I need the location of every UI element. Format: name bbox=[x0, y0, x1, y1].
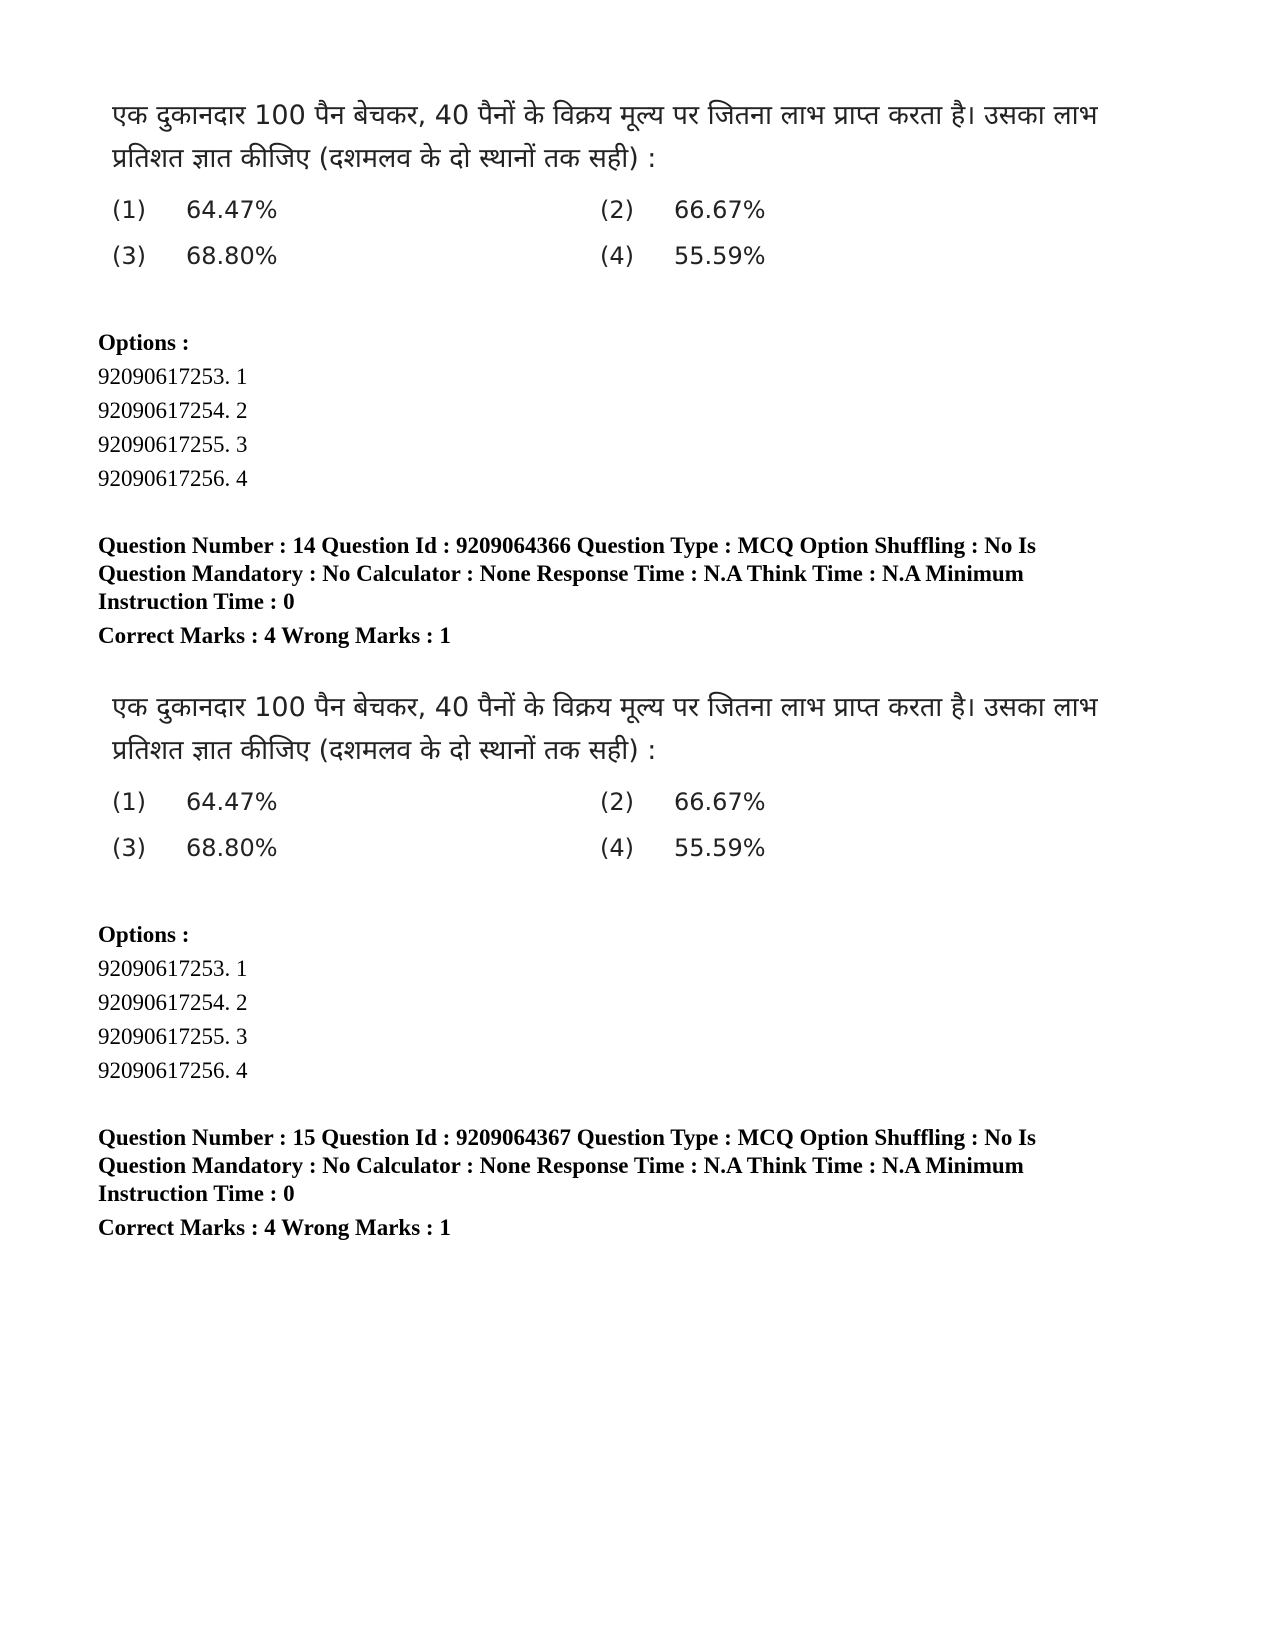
choice-number: (4) bbox=[600, 834, 634, 862]
choice-value: 55.59% bbox=[674, 242, 766, 270]
question-meta bbox=[98, 1124, 1178, 1242]
option-id-line: 92090617253. 1 bbox=[98, 364, 248, 389]
option-id-line: 92090617253. 1 bbox=[98, 956, 248, 981]
options-label: Options : bbox=[98, 922, 190, 947]
question-marks: Correct Marks : 4 Wrong Marks : 1 bbox=[98, 623, 451, 648]
choice-number: (1) bbox=[112, 196, 146, 224]
choice-value: 68.80% bbox=[186, 834, 278, 862]
question-meta-text: Question Number : 15 Question Id : 9209064367 Question Type : MCQ Option Shuffling : No Is Question Mandatory : No Calculator : None Response Time : N.A Think Time : N.A Minimum Instruction Time : 0 bbox=[98, 1125, 1037, 1206]
choice-value: 64.47% bbox=[186, 788, 278, 816]
answer-choice bbox=[600, 236, 766, 276]
options-list bbox=[98, 326, 1178, 496]
question-image bbox=[112, 686, 1112, 882]
answer-choice bbox=[112, 828, 278, 868]
choice-number: (1) bbox=[112, 788, 146, 816]
option-id-line: 92090617256. 4 bbox=[98, 1058, 248, 1083]
question-meta bbox=[98, 532, 1178, 650]
option-id-line: 92090617254. 2 bbox=[98, 398, 248, 423]
choice-value: 55.59% bbox=[674, 834, 766, 862]
choice-number: (3) bbox=[112, 834, 146, 862]
option-id-line: 92090617256. 4 bbox=[98, 466, 248, 491]
question-meta-text: Question Number : 14 Question Id : 9209064366 Question Type : MCQ Option Shuffling : No Is Question Mandatory : No Calculator : None Response Time : N.A Think Time : N.A Minimum Instruction Time : 0 bbox=[98, 533, 1037, 614]
choice-number: (3) bbox=[112, 242, 146, 270]
question-image bbox=[112, 94, 1112, 290]
answer-choices bbox=[112, 190, 1112, 290]
choice-value: 64.47% bbox=[186, 196, 278, 224]
answer-choice bbox=[600, 190, 766, 230]
question-text: एक दुकानदार 100 पैन बेचकर, 40 पैनों के विक्रय मूल्य पर जितना लाभ प्राप्त करता है। उसका लाभ प्रतिशत ज्ञात कीजिए (दशमलव के दो स्थानों तक सही) : bbox=[112, 100, 1098, 174]
options-label: Options : bbox=[98, 330, 190, 355]
choice-value: 68.80% bbox=[186, 242, 278, 270]
answer-choices bbox=[112, 782, 1112, 882]
answer-choice bbox=[112, 236, 278, 276]
question-marks: Correct Marks : 4 Wrong Marks : 1 bbox=[98, 1215, 451, 1240]
answer-choice bbox=[600, 828, 766, 868]
option-id-line: 92090617255. 3 bbox=[98, 432, 248, 457]
choice-number: (2) bbox=[600, 788, 634, 816]
option-id-line: 92090617254. 2 bbox=[98, 990, 248, 1015]
question-text: एक दुकानदार 100 पैन बेचकर, 40 पैनों के विक्रय मूल्य पर जितना लाभ प्राप्त करता है। उसका लाभ प्रतिशत ज्ञात कीजिए (दशमलव के दो स्थानों तक सही) : bbox=[112, 692, 1098, 766]
options-list bbox=[98, 918, 1178, 1088]
choice-number: (4) bbox=[600, 242, 634, 270]
answer-choice bbox=[112, 190, 278, 230]
choice-value: 66.67% bbox=[674, 788, 766, 816]
choice-number: (2) bbox=[600, 196, 634, 224]
option-id-line: 92090617255. 3 bbox=[98, 1024, 248, 1049]
answer-choice bbox=[600, 782, 766, 822]
choice-value: 66.67% bbox=[674, 196, 766, 224]
answer-choice bbox=[112, 782, 278, 822]
